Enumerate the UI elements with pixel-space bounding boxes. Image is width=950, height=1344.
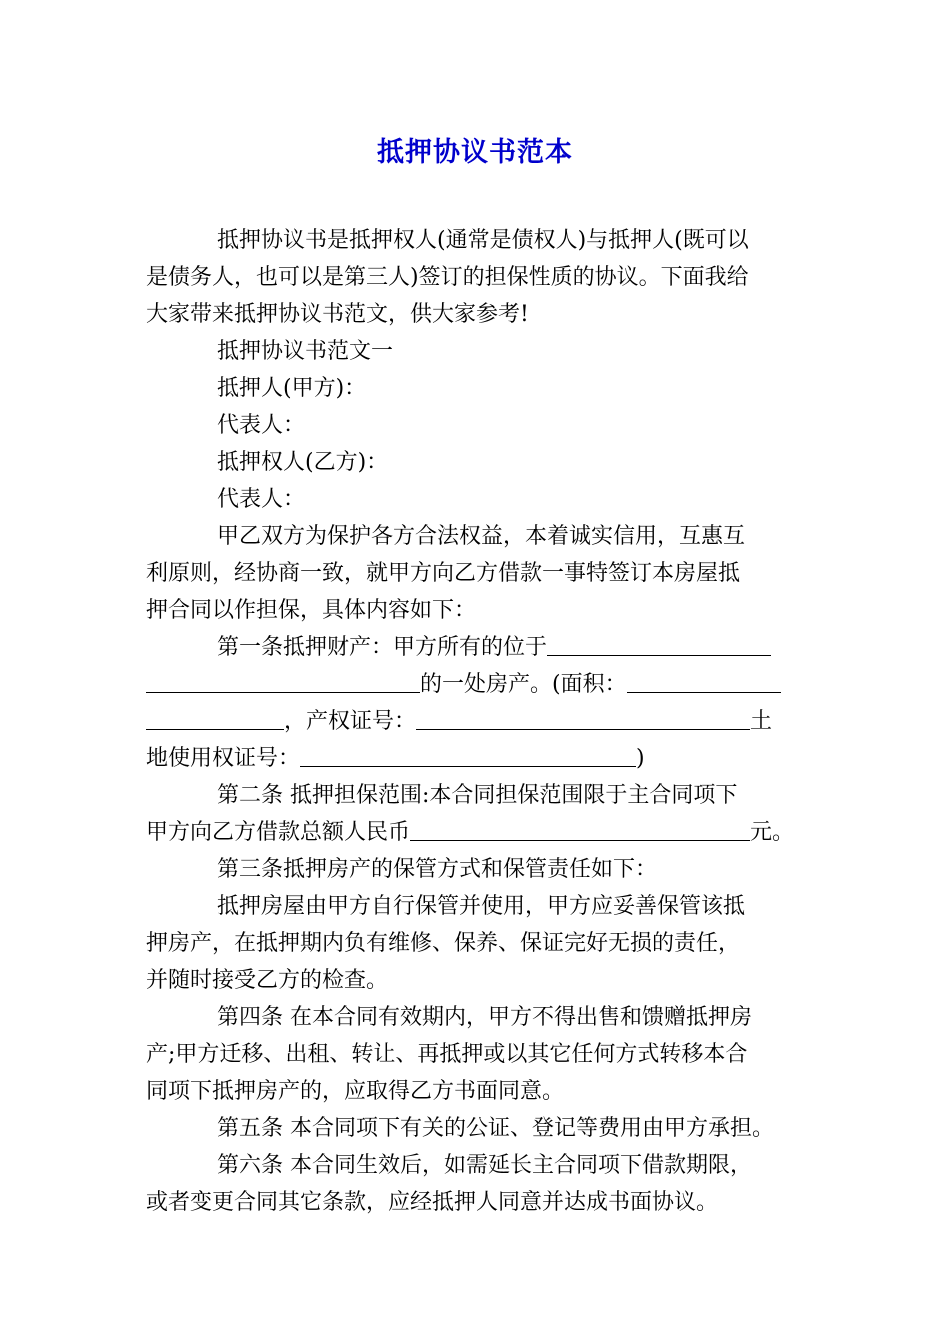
article-3-line-2: 押房产，在抵押期内负有维修、保养、保证完好无损的责任， — [146, 931, 741, 956]
preamble-line-3: 押合同以作担保，具体内容如下： — [146, 598, 477, 623]
article-4-line-1: 第四条 在本合同有效期内，甲方不得出售和馈赠抵押房 — [217, 1005, 752, 1030]
article-6-line-1: 第六条 本合同生效后，如需延长主合同项下借款期限， — [217, 1153, 752, 1178]
article-1-text-a: 第一条抵押财产：甲方所有的位于 — [217, 635, 548, 660]
article-1-text-f: ) — [636, 746, 645, 771]
article-1-line-2 — [146, 670, 781, 700]
intro-line-2: 是债务人，也可以是第三人)签订的担保性质的协议。下面我给 — [146, 265, 749, 290]
article-3-line-1: 抵押房屋由甲方自行保管并使用，甲方应妥善保管该抵 — [217, 894, 746, 919]
article-2-text-b: 甲方向乙方借款总额人民币 — [146, 820, 411, 845]
location-blank-cont — [146, 671, 420, 693]
intro-line-1: 抵押协议书是抵押权人(通常是债权人)与抵押人(既可以 — [217, 228, 749, 253]
area-blank — [627, 671, 781, 693]
land-cert-blank — [300, 745, 636, 767]
intro-line-3: 大家带来抵押协议书范文，供大家参考! — [146, 302, 529, 327]
party-a-label: 抵押人(甲方)： — [217, 376, 367, 401]
document-title: 抵押协议书范本 — [377, 137, 573, 168]
preamble-line-1: 甲乙双方为保护各方合法权益，本着诚实信用，互惠互 — [217, 524, 746, 549]
article-3-heading: 第三条抵押房产的保管方式和保管责任如下： — [217, 857, 658, 882]
article-4-line-2: 产;甲方迁移、出租、转让、再抵押或以其它任何方式转移本合 — [146, 1042, 748, 1067]
rep-a-label: 代表人： — [217, 413, 306, 438]
article-1-text-c: ，产权证号： — [284, 709, 417, 734]
preamble-line-2: 利原则，经协商一致，就甲方向乙方借款一事特签订本房屋抵 — [146, 561, 741, 586]
loan-amount-blank — [410, 819, 750, 841]
article-2-text-c: 元。 — [750, 820, 795, 845]
article-1-line-1 — [217, 633, 771, 663]
party-b-label: 抵押权人(乙方)： — [217, 450, 389, 475]
sample-heading: 抵押协议书范文一 — [217, 339, 394, 364]
article-1-line-3 — [146, 707, 772, 737]
article-2-line-1: 第二条 抵押担保范围:本合同担保范围限于主合同项下 — [217, 783, 738, 808]
article-1-text-d: 土 — [750, 709, 773, 734]
article-1-text-b: 的一处房产。(面积： — [420, 672, 627, 697]
rep-b-label: 代表人： — [217, 487, 306, 512]
article-3-line-3: 并随时接受乙方的检查。 — [146, 968, 389, 993]
area-blank-cont — [146, 708, 284, 730]
article-2-line-2 — [146, 818, 794, 848]
property-cert-blank — [416, 708, 750, 730]
article-1-text-e: 地使用权证号： — [146, 746, 301, 771]
article-5-line-1: 第五条 本合同项下有关的公证、登记等费用由甲方承担。 — [217, 1116, 774, 1141]
article-4-line-3: 同项下抵押房产的，应取得乙方书面同意。 — [146, 1079, 565, 1104]
article-1-line-4 — [146, 744, 645, 774]
location-blank — [547, 634, 771, 656]
article-6-line-2: 或者变更合同其它条款，应经抵押人同意并达成书面协议。 — [146, 1190, 719, 1215]
